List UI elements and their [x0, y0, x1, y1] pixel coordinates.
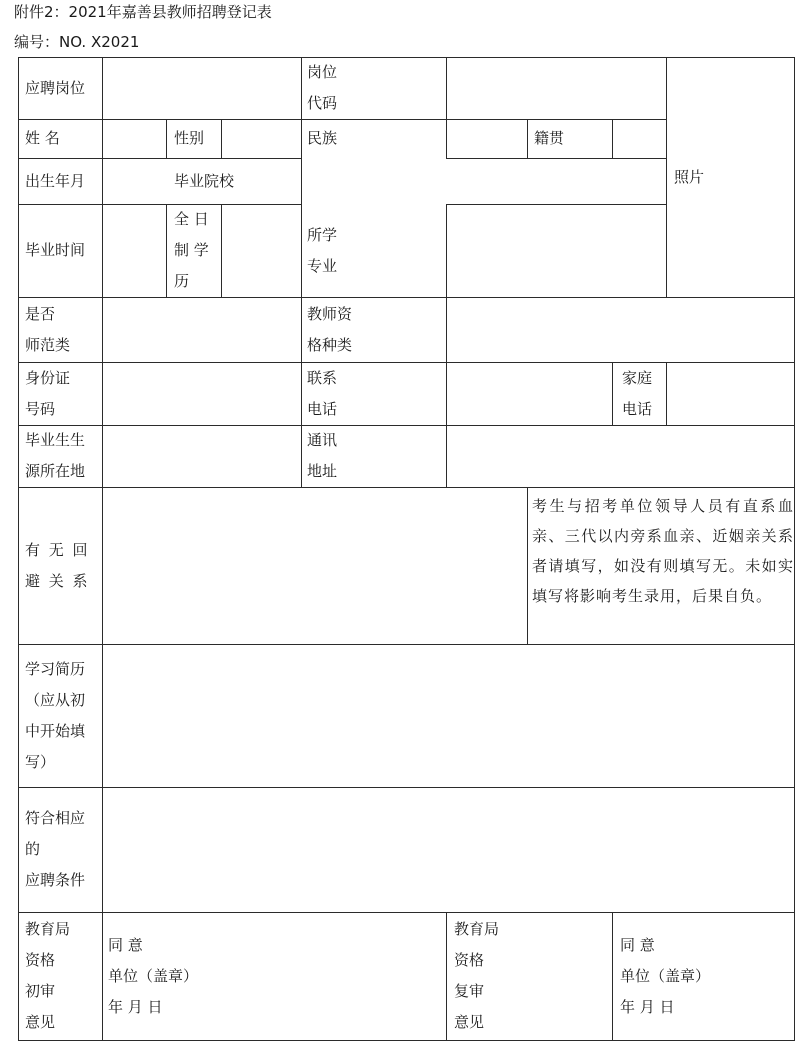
rule [446, 912, 447, 1041]
school-label: 毕业院校 [174, 171, 235, 190]
initial-review-label: 教育局 资格 初审 意见 [25, 920, 71, 1031]
avoidance-field[interactable] [103, 488, 527, 644]
name-label: 姓 名 [25, 129, 60, 147]
resume-field[interactable] [103, 645, 794, 787]
position-field[interactable] [102, 58, 301, 119]
rule [446, 158, 666, 159]
conditions-field[interactable] [103, 788, 794, 912]
birth-label: 出生年月 [25, 171, 86, 190]
rule [527, 119, 528, 158]
gender-field[interactable] [222, 120, 301, 158]
normal-school-field[interactable] [103, 298, 301, 362]
normal-school-label: 是否 师范类 [25, 304, 71, 354]
rule [527, 487, 528, 644]
teacher-cert-label: 教师资 格种类 [307, 304, 353, 354]
position-label: 应聘岗位 [25, 78, 86, 97]
teacher-cert-field[interactable] [447, 298, 794, 362]
phone-field[interactable] [447, 363, 612, 425]
fulltime-edu-field[interactable] [222, 205, 301, 297]
rule [18, 1040, 794, 1041]
initial-review-opinion[interactable]: 同 意 单位（盖章） 年 月 日 [108, 935, 199, 1016]
major-label: 所学 专业 [307, 225, 338, 275]
rule [166, 204, 167, 297]
position-code-field[interactable] [447, 58, 666, 119]
address-field[interactable] [447, 426, 794, 487]
phone-label: 联系 电话 [307, 368, 338, 418]
rule [612, 362, 613, 425]
rule [301, 57, 302, 487]
native-place-field[interactable] [613, 120, 666, 158]
home-phone-label: 家庭 电话 [622, 368, 653, 418]
avoidance-notice: 考生与招考单位领导人员有直系血亲、三代以内旁系血亲、近姻亲关系者请填写，如没有则填写无。未如实填写将影响考生录用，后果自负。 [532, 497, 794, 605]
gender-label: 性别 [174, 129, 205, 147]
rule [166, 119, 167, 158]
rule [612, 912, 613, 1041]
rule [18, 57, 19, 1041]
ethnicity-label: 民族 [307, 129, 338, 147]
grad-time-field[interactable] [103, 205, 166, 297]
birth-field[interactable] [103, 159, 166, 204]
resume-label: 学习简历 （应从初 中开始填 写） [25, 659, 86, 771]
position-code-label: 岗位 代码 [307, 63, 338, 112]
origin-field[interactable] [103, 426, 301, 487]
native-place-label: 籍贯 [534, 129, 565, 147]
grad-time-label: 毕业时间 [25, 241, 86, 259]
fulltime-edu-label: 全 日 制 学 历 [174, 210, 209, 290]
avoidance-label: 有 无 回 避 关 系 [25, 540, 90, 590]
rule [794, 57, 795, 1041]
recheck-opinion[interactable]: 同 意 单位（盖章） 年 月 日 [620, 935, 711, 1016]
conditions-label: 符合相应 的 应聘条件 [25, 809, 86, 889]
ethnicity-field[interactable] [447, 120, 527, 158]
serial-number: 编号：NO. X2021 [14, 33, 140, 51]
photo-label: 照片 [674, 167, 705, 186]
origin-label: 毕业生生 源所在地 [25, 431, 86, 480]
document-title: 附件2：2021年嘉善县教师招聘登记表 [14, 3, 272, 21]
home-phone-field[interactable] [667, 363, 794, 425]
id-field[interactable] [103, 363, 301, 425]
rule [666, 57, 667, 297]
major-field[interactable] [447, 205, 666, 297]
name-field[interactable] [103, 120, 166, 158]
id-label: 身份证 号码 [25, 368, 71, 418]
address-label: 通讯 地址 [307, 431, 338, 480]
recheck-label: 教育局 资格 复审 意见 [454, 920, 500, 1031]
